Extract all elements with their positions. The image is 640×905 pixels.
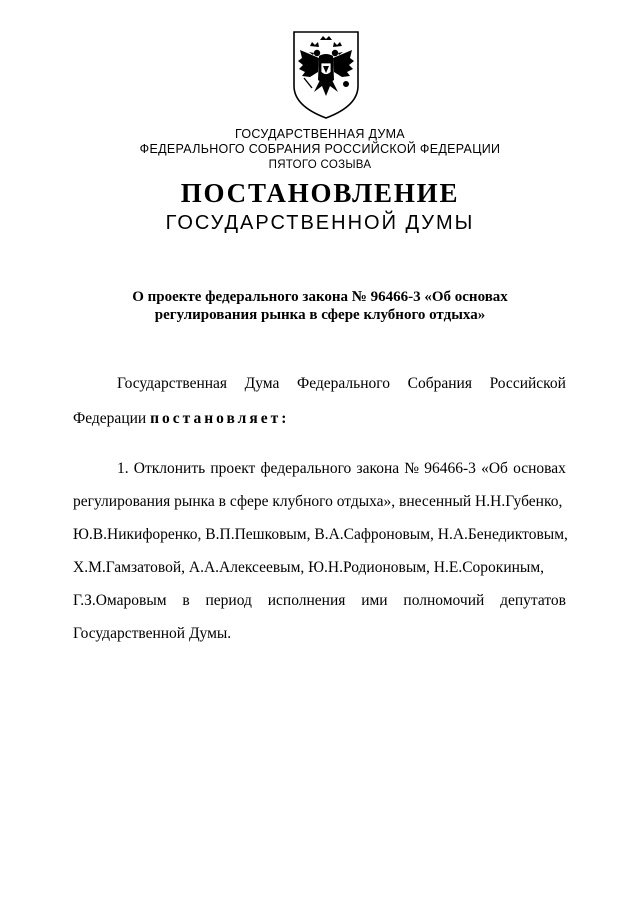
clause-word: период	[205, 592, 252, 609]
preamble-word: Государственная	[117, 375, 228, 392]
coat-of-arms-icon	[290, 28, 362, 120]
clause-word: в	[182, 592, 190, 609]
clause-1-line-6: Государственной Думы.	[73, 625, 232, 642]
preamble-prefix: Федерации	[73, 410, 151, 427]
clause-word: проект	[210, 460, 256, 477]
clause-word: Г.З.Омаровым	[73, 592, 167, 609]
clause-word: полномочий	[403, 592, 485, 609]
clause-word: закона	[356, 460, 400, 477]
preamble-word: Собрания	[407, 375, 472, 392]
clause-1-line-2: регулирования рынка в сфере клубного отдыха», внесенный Н.Н.Губенко,	[73, 493, 563, 510]
header-convocation: ПЯТОГО СОЗЫВА	[268, 159, 372, 171]
clause-word: «Об	[481, 460, 508, 477]
document-type-title: ПОСТАНОВЛЕНИЕ	[180, 178, 460, 208]
clause-1-line-5	[73, 593, 566, 609]
subject-line-2: регулирования рынка в сфере клубного отдыха»	[154, 307, 486, 323]
preamble-word: Российской	[489, 375, 566, 392]
clause-word: исполнения	[267, 592, 346, 609]
clause-1-line-3: Ю.В.Никифоренко, В.П.Пешковым, В.А.Сафроновым, Н.А.Бенедиктовым,	[73, 526, 568, 543]
preamble-resolves: постановляет:	[150, 410, 290, 427]
preamble-line-1	[117, 376, 566, 392]
subject-line-1: О проекте федерального закона № 96466-3 «Об основах	[132, 289, 508, 305]
clause-word: федерального	[260, 460, 352, 477]
header-institution: ГОСУДАРСТВЕННАЯ ДУМА	[235, 127, 405, 141]
clause-1-line-4: Х.М.Гамзатовой, А.А.Алексеевым, Ю.Н.Родионовым, Н.Е.Сорокиным,	[73, 559, 545, 576]
clause-word: депутатов	[500, 592, 566, 609]
clause-word: 96466-3	[424, 460, 476, 477]
clause-1-line-1	[117, 461, 566, 477]
clause-word: ими	[361, 592, 388, 609]
header-parliament: ФЕДЕРАЛЬНОГО СОБРАНИЯ РОССИЙСКОЙ ФЕДЕРАЦИИ	[139, 142, 501, 156]
preamble-word: Дума	[244, 375, 280, 392]
preamble-word: Федерального	[296, 375, 391, 392]
clause-word: 1.	[117, 460, 129, 477]
clause-word: Отклонить	[133, 460, 206, 477]
clause-word: №	[404, 460, 420, 477]
preamble-line-2	[73, 411, 566, 427]
clause-word: основах	[513, 460, 566, 477]
document-issuer-title: ГОСУДАРСТВЕННОЙ ДУМЫ	[165, 212, 475, 234]
